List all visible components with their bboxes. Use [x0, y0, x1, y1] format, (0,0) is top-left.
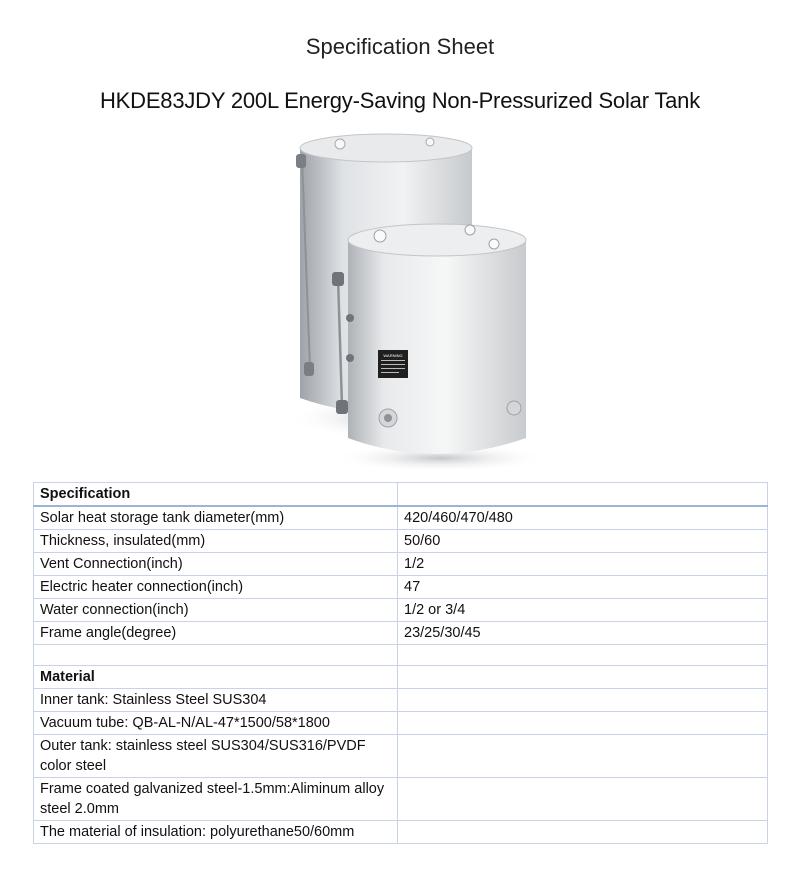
table-row: [34, 622, 768, 645]
spec-label: Frame angle(degree): [34, 622, 398, 645]
spec-value: 50/60: [398, 530, 768, 553]
sheet-title: Specification Sheet: [305, 34, 495, 59]
table-row: [34, 506, 768, 530]
material-label: Outer tank: stainless steel SUS304/SUS316/PVDF color steel: [34, 735, 398, 778]
table-row: [34, 712, 768, 735]
label-plate-text: WARNING: [383, 353, 403, 358]
spec-label: Vent Connection(inch): [34, 553, 398, 576]
spec-label: Thickness, insulated(mm): [34, 530, 398, 553]
spec-value: 1/2 or 3/4: [398, 599, 768, 622]
material-label: Inner tank: Stainless Steel SUS304: [34, 689, 398, 712]
table-row: [34, 530, 768, 553]
spec-value: 1/2: [398, 553, 768, 576]
material-heading: Material: [34, 666, 398, 689]
table-row: [34, 553, 768, 576]
table-row: [34, 821, 768, 844]
front-tank: [330, 224, 550, 470]
spec-label: Electric heater connection(inch): [34, 576, 398, 599]
spec-value: 420/460/470/480: [398, 506, 768, 530]
spec-label: Water connection(inch): [34, 599, 398, 622]
table-row: [34, 576, 768, 599]
spacer-row: [34, 645, 768, 666]
material-label: Frame coated galvanized steel-1.5mm:Aliminum alloy steel 2.0mm: [34, 778, 398, 821]
material-label: The material of insulation: polyurethane50/60mm: [34, 821, 398, 844]
spec-value: 47: [398, 576, 768, 599]
table-row: [34, 778, 768, 821]
specification-heading: Specification: [34, 483, 398, 507]
material-label: Vacuum tube: QB-AL-N/AL-47*1500/58*1800: [34, 712, 398, 735]
table-row: [34, 689, 768, 712]
spec-label: Solar heat storage tank diameter(mm): [34, 506, 398, 530]
spec-value: 23/25/30/45: [398, 622, 768, 645]
product-title: HKDE83JDY 200L Energy-Saving Non-Pressurized Solar Tank: [99, 88, 701, 113]
spec-table: [33, 482, 768, 844]
product-photo: [280, 128, 570, 470]
table-row: [34, 735, 768, 778]
table-row: [34, 599, 768, 622]
